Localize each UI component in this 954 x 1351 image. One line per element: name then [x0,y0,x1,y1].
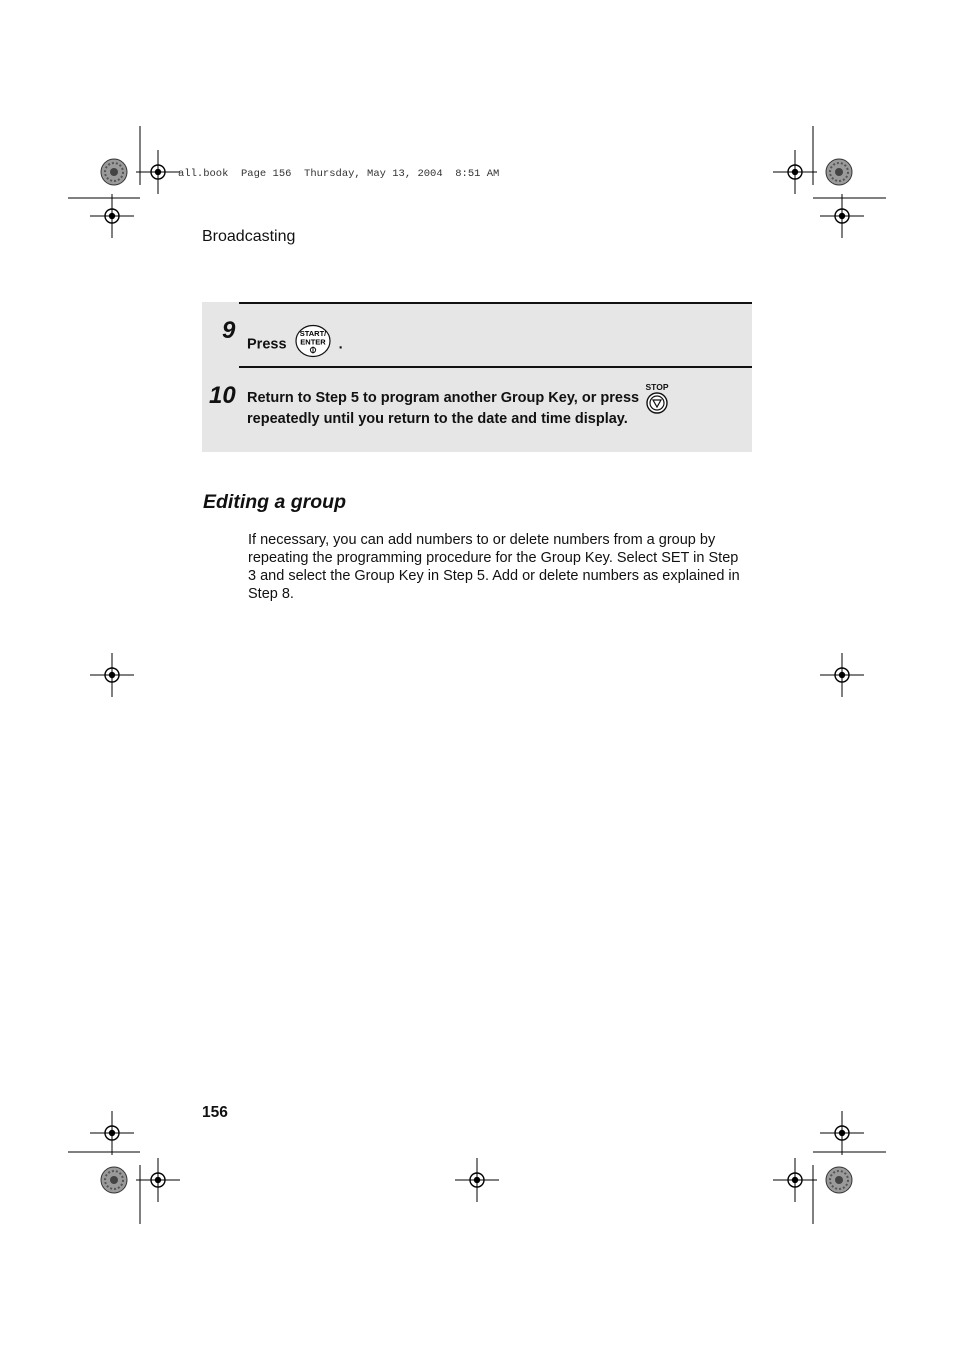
step-press-label: Press [247,336,287,353]
page-number: 156 [202,1104,228,1121]
enter-key-label: ENTER [299,337,326,347]
step-number: 9 [222,317,236,344]
running-header: Broadcasting [202,228,296,245]
step-period: . [338,336,343,353]
step-divider [239,302,752,304]
start-key-label: START/ [299,329,326,338]
stop-key-icon [643,382,671,421]
start-enter-key-icon [294,324,332,365]
step-text-line: repeatedly until you return to the date and time display. [247,411,628,427]
paragraph-line: Step 8. [248,586,294,602]
step-divider [239,366,752,368]
print-info-line: all.book Page 156 Thursday, May 13, 2004 8:51 AM [178,168,500,180]
step-text [247,324,343,365]
paragraph-line: 3 and select the Group Key in Step 5. Add or delete numbers as explained in [248,568,740,584]
step-box [202,302,752,452]
section-paragraph [248,531,748,603]
stop-key-label: STOP [645,382,669,392]
paragraph-line: If necessary, you can add numbers to or delete numbers from a group by [248,532,716,548]
step-number: 10 [209,382,236,409]
paragraph-line: repeating the programming procedure for the Group Key. Select SET in Step [248,550,739,566]
section-heading: Editing a group [203,491,346,513]
step-text-line: Return to Step 5 to program another Group Key, or press [247,390,640,406]
